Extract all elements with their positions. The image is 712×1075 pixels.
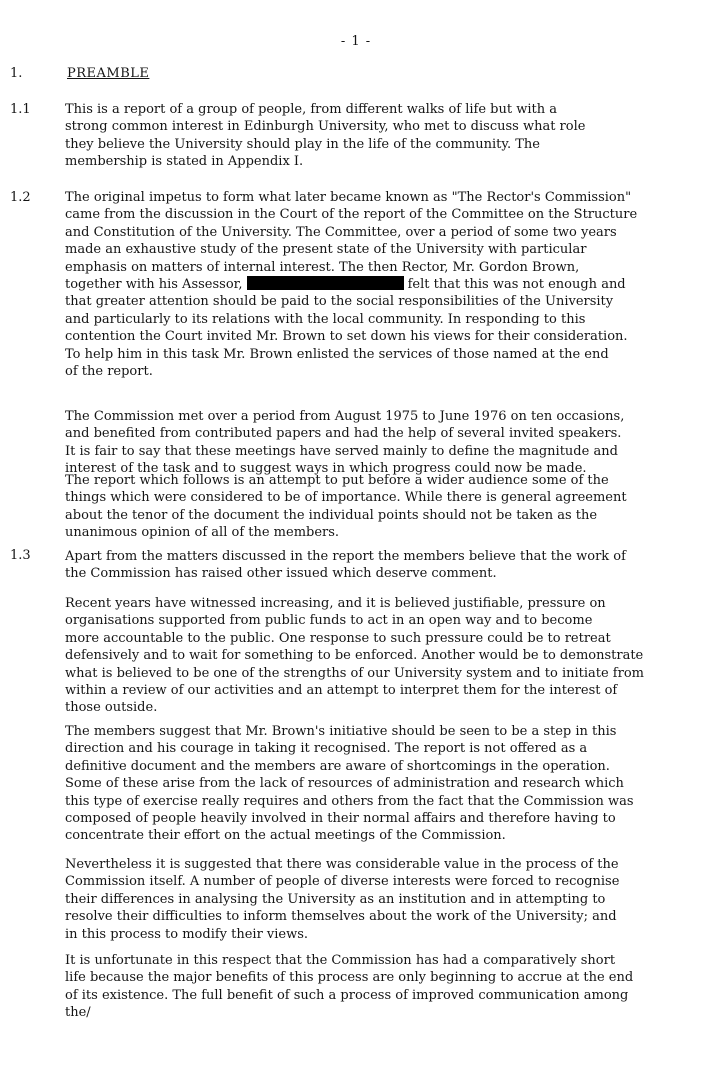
text-line: Commission itself. A number of people of diverse interests were forced to recognise <box>65 874 620 890</box>
text-line: and Constitution of the University. The Committee, over a period of some two years <box>65 224 617 240</box>
text-line: The original impetus to form what later became known as "The Rector's Commission" <box>65 190 632 205</box>
text-line: Some of these arise from the lack of resources of administration and research which <box>65 776 624 792</box>
text-line: that greater attention should be paid to the social responsibilities of the University <box>65 294 614 310</box>
text-line: strong common interest in Edinburgh University, who met to discuss what role <box>65 119 586 135</box>
text-line: made an exhaustive study of the present state of the University with particular <box>65 242 587 258</box>
paragraph-1-3-b <box>65 595 701 717</box>
text-line: organisations supported from public funds to act in an open way and to become <box>65 613 593 629</box>
text-line: emphasis on matters of internal interest. The then Rector, Mr. Gordon Brown, <box>65 259 580 275</box>
text-line: things which were considered to be of importance. While there is general agreement <box>65 490 627 506</box>
text-line: of the report. <box>65 364 153 380</box>
text-line: about the tenor of the document the individual points should not be taken as the <box>65 507 598 523</box>
paragraph-1-3-d <box>65 856 701 943</box>
text-line: unanimous opinion of all of the members. <box>65 525 340 541</box>
text-line: their differences in analysing the University as an institution and in attempting to <box>65 891 606 907</box>
paragraph-1-2-c <box>65 472 701 542</box>
paragraph-1-3 <box>65 548 701 583</box>
paragraph-1-2 <box>65 189 701 380</box>
text-line: To help him in this task Mr. Brown enlisted the services of those named at the end <box>65 346 609 362</box>
text-line: The members suggest that Mr. Brown's initiative should be seen to be a step in this <box>65 724 617 739</box>
paragraph-1-1 <box>65 101 701 171</box>
text-line: definitive document and the members are aware of shortcomings in the operation. <box>65 758 610 774</box>
paragraph-1-2-b <box>65 408 701 478</box>
text-line: more accountable to the public. One response to such pressure could be to retreat <box>65 630 611 646</box>
text-line: what is believed to be one of the strengths of our University system and to initiate from <box>65 665 644 681</box>
text-line: Apart from the matters discussed in the report the members believe that the work of <box>65 549 626 564</box>
text-line: contention the Court invited Mr. Brown to set down his views for their consideration. <box>65 329 628 345</box>
page-number: - 1 - <box>340 34 372 49</box>
text-line: direction and his courage in taking it recognised. The report is not offered as a <box>65 741 588 757</box>
text-line: they believe the University should play in the life of the community. The <box>65 136 540 152</box>
text-line: came from the discussion in the Court of the report of the Committee on the Structure <box>65 207 638 223</box>
text-line: The Commission met over a period from August 1975 to June 1976 on ten occasions, <box>65 409 625 424</box>
text-line: the/ <box>65 1005 91 1021</box>
paragraph-1-3-c <box>65 723 701 845</box>
text-after-redaction: felt that this was not enough and <box>407 277 626 293</box>
text-line: Nevertheless it is suggested that there was considerable value in the process of the <box>65 857 619 872</box>
redaction-bar <box>247 276 404 290</box>
item-number-1-3: 1.3 <box>10 548 31 563</box>
text-line: interest of the task and to suggest ways in which progress could now be made. <box>65 461 587 477</box>
text-line: composed of people heavily involved in their normal affairs and therefore having to <box>65 811 616 827</box>
text-line: Recent years have witnessed increasing, and it is believed justifiable, pressure on <box>65 596 606 611</box>
item-number-1-2: 1.2 <box>10 190 31 205</box>
text-line: and benefited from contributed papers and had the help of several invited speakers. <box>65 426 622 442</box>
text-line: membership is stated in Appendix I. <box>65 154 304 170</box>
paragraph-1-3-e <box>65 952 701 1022</box>
text-line: The report which follows is an attempt to put before a wider audience some of the <box>65 473 609 488</box>
text-line: this type of exercise really requires and others from the fact that the Commission was <box>65 793 634 809</box>
section-number: 1. <box>10 66 23 81</box>
text-line: It is unfortunate in this respect that the Commission has had a comparatively short <box>65 953 616 968</box>
text-line: those outside. <box>65 700 158 716</box>
text-line: in this process to modify their views. <box>65 926 309 942</box>
text-line: It is fair to say that these meetings have served mainly to define the magnitude and <box>65 443 618 459</box>
text-line: resolve their difficulties to inform themselves about the work of the University; and <box>65 909 617 925</box>
redacted-text-line <box>65 276 701 293</box>
text-line: the Commission has raised other issued which deserve comment. <box>65 566 497 582</box>
text-line: concentrate their effort on the actual meetings of the Commission. <box>65 828 506 844</box>
text-line: defensively and to wait for something to be enforced. Another would be to demonstrate <box>65 648 644 664</box>
text-line: This is a report of a group of people, from different walks of life but with a <box>65 102 557 117</box>
text-line: of its existence. The full benefit of such a process of improved communication among <box>65 987 629 1003</box>
section-heading: PREAMBLE <box>67 66 150 81</box>
text-line: life because the major benefits of this process are only beginning to accrue at the end <box>65 970 634 986</box>
text-before-redaction: together with his Assessor, <box>65 277 243 293</box>
item-number-1-1: 1.1 <box>10 102 31 117</box>
text-line: within a review of our activities and an attempt to interpret them for the interest of <box>65 683 618 699</box>
text-line: and particularly to its relations with the local community. In responding to this <box>65 311 586 327</box>
